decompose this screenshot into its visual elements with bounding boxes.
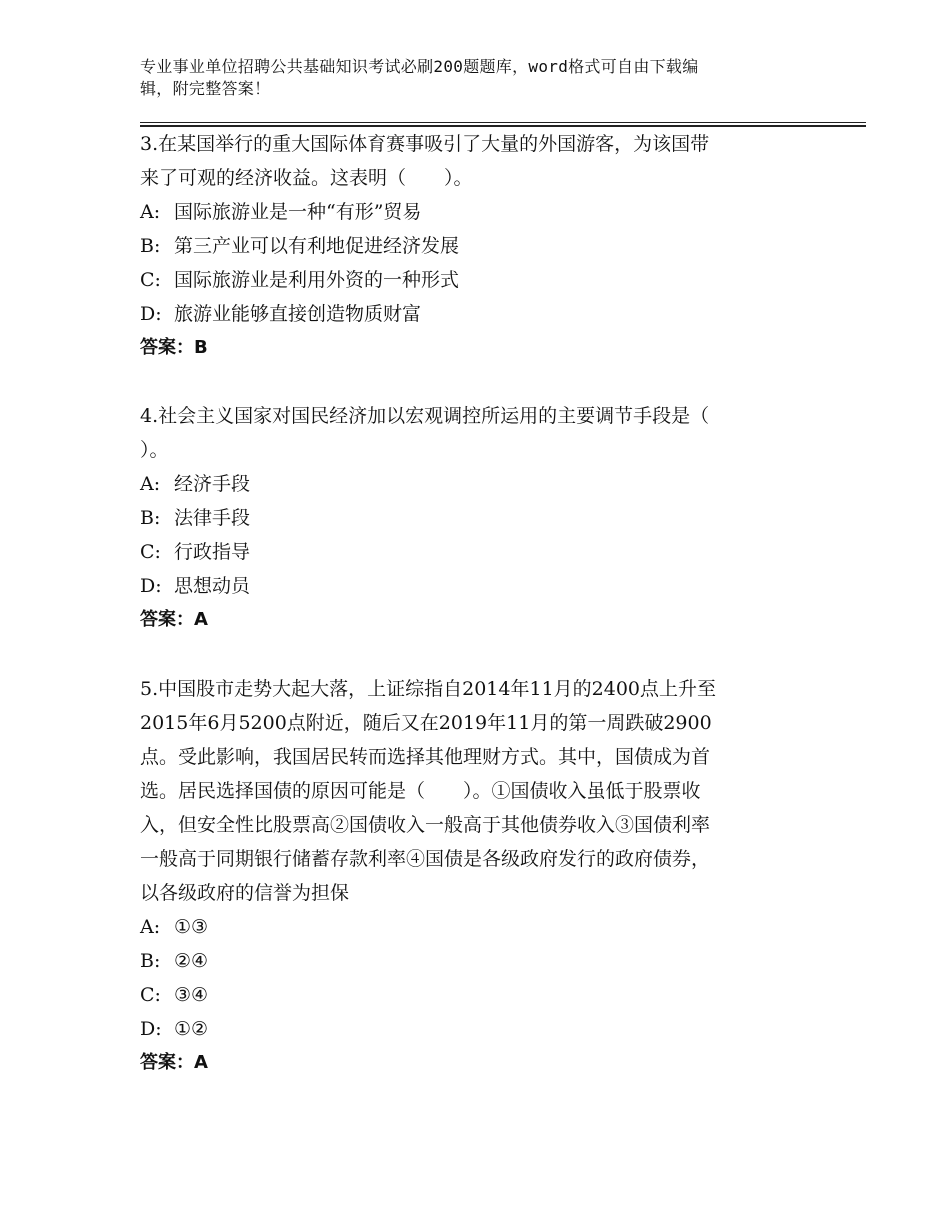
option-letter: D: [140,1018,162,1040]
option-c [140,535,800,569]
question-stem-line: 入，但安全性比股票高②国债收入一般高于其他债券收入③国债利率 [140,814,711,836]
option-d [140,1012,800,1046]
option-letter: B: [140,507,161,529]
option-text: 法律手段 [174,507,251,529]
answer-label: 答案：A [140,609,208,630]
option-text: ①② [174,1018,209,1040]
question-stem-line: ）。 [140,439,169,461]
header-line: 辑，附完整答案！ [140,79,271,98]
option-b [140,501,800,535]
option-text: 第三产业可以有利地促进经济发展 [174,235,460,257]
option-text: ①③ [174,916,209,938]
option-a [140,195,800,229]
option-text: 国际旅游业是利用外资的一种形式 [174,269,460,291]
option-b [140,229,800,263]
answer-label: 答案：B [140,337,208,358]
option-letter: C: [140,269,161,291]
option-letter: C: [140,984,161,1006]
option-text: ②④ [174,950,209,972]
header-line: 专业事业单位招聘公共基础知识考试必刷200题题库，word格式可自由下载编 [140,57,699,76]
question-stem-line: 3.在某国举行的重大国际体育赛事吸引了大量的外国游客，为该国带 [140,133,710,155]
question-stem-line: 点。受此影响，我国居民转而选择其他理财方式。其中，国债成为首 [140,746,711,768]
option-a [140,467,800,501]
option-letter: A: [140,473,161,495]
question-block-4 [140,399,800,637]
document-header [140,56,800,100]
option-text: 国际旅游业是一种“有形”贸易 [174,201,422,223]
option-letter: D: [140,303,162,325]
question-block-3 [140,127,800,365]
option-c [140,263,800,297]
option-letter: D: [140,575,162,597]
question-stem-line: 来了可观的经济收益。这表明（ ）。 [140,167,473,189]
option-d [140,569,800,603]
option-c [140,978,800,1012]
question-stem-line: 一般高于同期银行储蓄存款利率④国债是各级政府发行的政府债券， [140,848,711,870]
option-text: 旅游业能够直接创造物质财富 [174,303,422,325]
option-b [140,944,800,978]
question-stem-line: 4.社会主义国家对国民经济加以宏观调控所运用的主要调节手段是（ [140,405,710,427]
option-a [140,910,800,944]
option-text: 经济手段 [174,473,251,495]
option-text: ③④ [174,984,209,1006]
question-stem-line: 2015年6月5200点附近，随后又在2019年11月的第一周跌破2900 [140,712,712,734]
header-divider-thin [140,122,866,123]
option-text: 行政指导 [174,541,251,563]
option-d [140,297,800,331]
option-letter: B: [140,950,161,972]
option-letter: C: [140,541,161,563]
option-text: 思想动员 [174,575,251,597]
question-stem-line: 选。居民选择国债的原因可能是（ ）。①国债收入虽低于股票收 [140,780,701,802]
option-letter: A: [140,916,161,938]
answer-label: 答案：A [140,1052,208,1073]
option-letter: A: [140,201,161,223]
question-block-5 [140,672,800,1080]
question-stem-line: 以各级政府的信誉为担保 [140,882,350,904]
question-stem-line: 5.中国股市走势大起大落，上证综指自2014年11月的2400点上升至 [140,678,717,700]
option-letter: B: [140,235,161,257]
